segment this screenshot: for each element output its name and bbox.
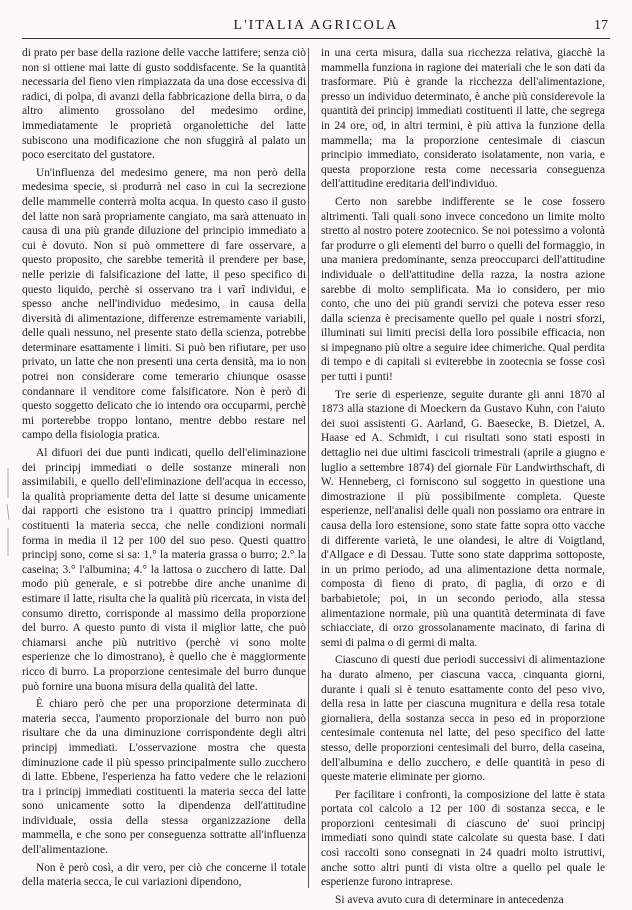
paragraph: Si aveva avuto cura di determinare in antecedenza [335,893,564,906]
running-title: L'ITALIA AGRICOLA [233,18,399,33]
paragraph: Per facilitare i confronti, la composizione del latte è stata portata col calcolo a 12 per 100 di sostanza secca, e le proporzioni centesimali di ciascuno de' suoi principj immediati sono quindi state calcolate su questa base. I dati così raccolti sono consegnati in 24 quadri molto istruttivi, anche sotto altri punti di vista oltre a quello pel quale le esperienze furono intraprese. [321,788,605,889]
paragraph: di prato per base della razione delle vacche lattifere; senza ciò non si ottiene mai latte di gusto soddisfacente. Se la quantità necessaria del fieno vien rimpiazzata da una dose eccessiva di radici, di polpa, di avanzi della fabbricazione della birra, o da altro alimento grossolano del medesimo ordine, immediatamente le proprietà organolettiche del latte subiscono una modificazione che non sfuggirà al palato un poco esercitato del gustatore. [22,47,306,162]
paragraph: in una certa misura, dalla sua ricchezza relativa, giacchè la mammella funziona in ragione dei materiali che le son dati da trasformare. Più è grande la ricchezza dell'alimentazione, presso un individuo determinato, è anche più considerevole la quantità dei principj immediati costituenti il latte, che segrega in 24 ore, od, in altri termini, è più attiva la funzione della mammella; ma la proporzione centesimale di ciascun principio immediato, considerato isolatamente, non varia, e questa proporzione resta come necessaria conseguenza dell'attitudine ereditaria dell'individuo. [321,47,605,191]
right-column [321,46,605,910]
margin-pencil-mark [4,468,12,558]
paragraph: Ciascuno di questi due periodi successivi di alimentazione ha durato almeno, per ciascuna vacca, cinquanta giorni, durante i quali si è tenuto esattamente conto del peso vivo, della resa in latte per ciascuna mugnitura e della resa totale giornaliera, della sostanza secca in peso ed in proporzione centesimale contenuta nel latte, del peso specifico del latte stesso, delle proporzioni centesimali del burro, della caseina, dell'albumina e dello zucchero, e delle quantità in peso di queste materie eliminate per giorno. [321,654,605,784]
paragraph: Non è però così, a dir vero, per ciò che concerne il totale della materia secca, le cui variazioni dipendono, [22,861,306,889]
page-header [22,18,610,39]
column-divider [308,48,309,888]
paragraph: Tre serie di esperienze, seguite durante gli anni 1870 al 1873 alla stazione di Moeckern da Gustavo Kuhn, con l'aiuto dei suoi assistenti G. Aarland, G. Baesecke, B. Dietzel, A. Haase ed A. Schmidt, i cui risultati sono stati esposti in dettaglio nei due ultimi fascicoli trimestrali (aprile a giugno e luglio a settembre 1874) del giornale Für Landwirthschaft, di W. Henneberg, ci forniscono sul soggetto in questione una dimostrazione il più possibilmente completa. Queste esperienze, nell'analisi delle quali non possiamo ora entrare in causa della loro estensione, sono state fatte sopra otto vacche di differente varietà, le une olandesi, le altre di Voigtland, d'Allgace e di Dessau. Tutte sono state dapprima sottoposte, in un primo periodo, ad una alimentazione detta normale, composta di fieno di prato, di paglia, di orzo e di barbabietole; poi, in un secondo periodo, alla stessa alimentazione normale, più una quantità determinata di fave schiacciate, di orzo grossolanamente macinato, di farina di semi di palma o di germi di malta. [321,388,605,649]
paragraph: Un'influenza del medesimo genere, ma non però della medesima specie, si produrrà nel caso in cui la secrezione delle mammelle conterrà molta acqua. In questo caso il gusto del latte non sarà propriamente cangiato, ma sarà attenuato in causa di una più grande diluzione del principio immediato a cui è dovuto. Non si può ommettere di fare osservare, a questo proposito, che sarebbe temerità il prendere per base, nelle perizie di falsificazione del latte, il peso specifico di questo liquido, perchè si osservano tra i varî individui, e spesso anche nell'individuo medesimo, in causa della diversità di alimentazione, differenze estremamente variabili, delle quali nessuno, nel presente stato della scienza, potrebbe determinare esattamente i limiti. Si può ben rifiutare, per uso privato, un latte che non presenti una certa densità, ma io non potrei non considerare come temerario chiunque osasse condannare il venditore come falsificatore. Non è però di questo soggetto delicato che io intendo ora occuparmi, perchè mi porterebbe troppo lontano, mentre debbo restare nel campo della fisiologia pratica. [22,166,306,442]
left-column [22,46,306,893]
paragraph: Al difuori dei due punti indicati, quello dell'eliminazione dei principj immediati o delle sostanze minerali non assimilabili, e quello dell'eliminazione dell'acqua in eccesso, la qualità propriamente detta del latte si desume unicamente dai rapporti che esistono tra i quattro principj immediati costituenti la materia secca, che nelle condizioni normali forma in media il 12 per 100 del suo peso. Questi quattro principj sono, come si sa: 1.° la materia grassa o burro; 2.° la caseina; 3.° l'albumina; 4.° la lattosa o zucchero di latte. Dal modo più generale, e si potrebbe dire anche unanime di estimare il latte, risulta che la qualità più ricercata, in vista del consumo diretto, corrisponde al massimo della proporzione del burro. A questo punto di vista il miglior latte, che può chiamarsi anche più nutritivo (perchè vi sono molte esperienze che lo dimostrano), è quello che è maggiormente ricco di burro. La proporzione centesimale del burro dunque può fornire una buona misura della qualità del latte. [22,447,306,693]
paragraph: Certo non sarebbe indifferente se le cose fossero altrimenti. Tali quali sono invece concedono un limite molto stretto al nostro potere zootecnico. Se noi potessimo a volontà far produrre o gli elementi del burro o quelli del formaggio, in una maniera predominante, senza preoccuparci dell'attitudine individuale o dell'attitudine della razza, la nostra azione sarebbe di molto semplificata. Ma io considero, per mio conto, che uno dei più grandi servizi che poteva esser reso dalla scienza è precisamente quello pel quale i nostri sforzi, illuminati sui limiti precisi della loro possibile efficacia, non si impegnano più oltre a seguire idee chimeriche. Qual perdita di tempo e di capitali si eviterebbe in zootecnia se fosse così per tutti i punti! [321,195,605,384]
paragraph: È chiaro però che per una proporzione determinata di materia secca, l'aumento proporzionale del burro non può risultare che da una diminuzione corrispondente degli altri principj immediati. L'osservazione mostra che questa diminuzione cade il più spesso principalmente sullo zucchero di latte. Ebbene, l'esperienza ha fatto vedere che le relazioni tra i principj immediati costituenti la materia secca del latte sono unicamente sotto la dipendenza dell'attitudine individuale, ossia della stessa organizzazione della mammella, e che sono per conseguenza sottratte all'influenza dell'alimentazione. [22,698,306,857]
page-number: 17 [594,18,608,33]
